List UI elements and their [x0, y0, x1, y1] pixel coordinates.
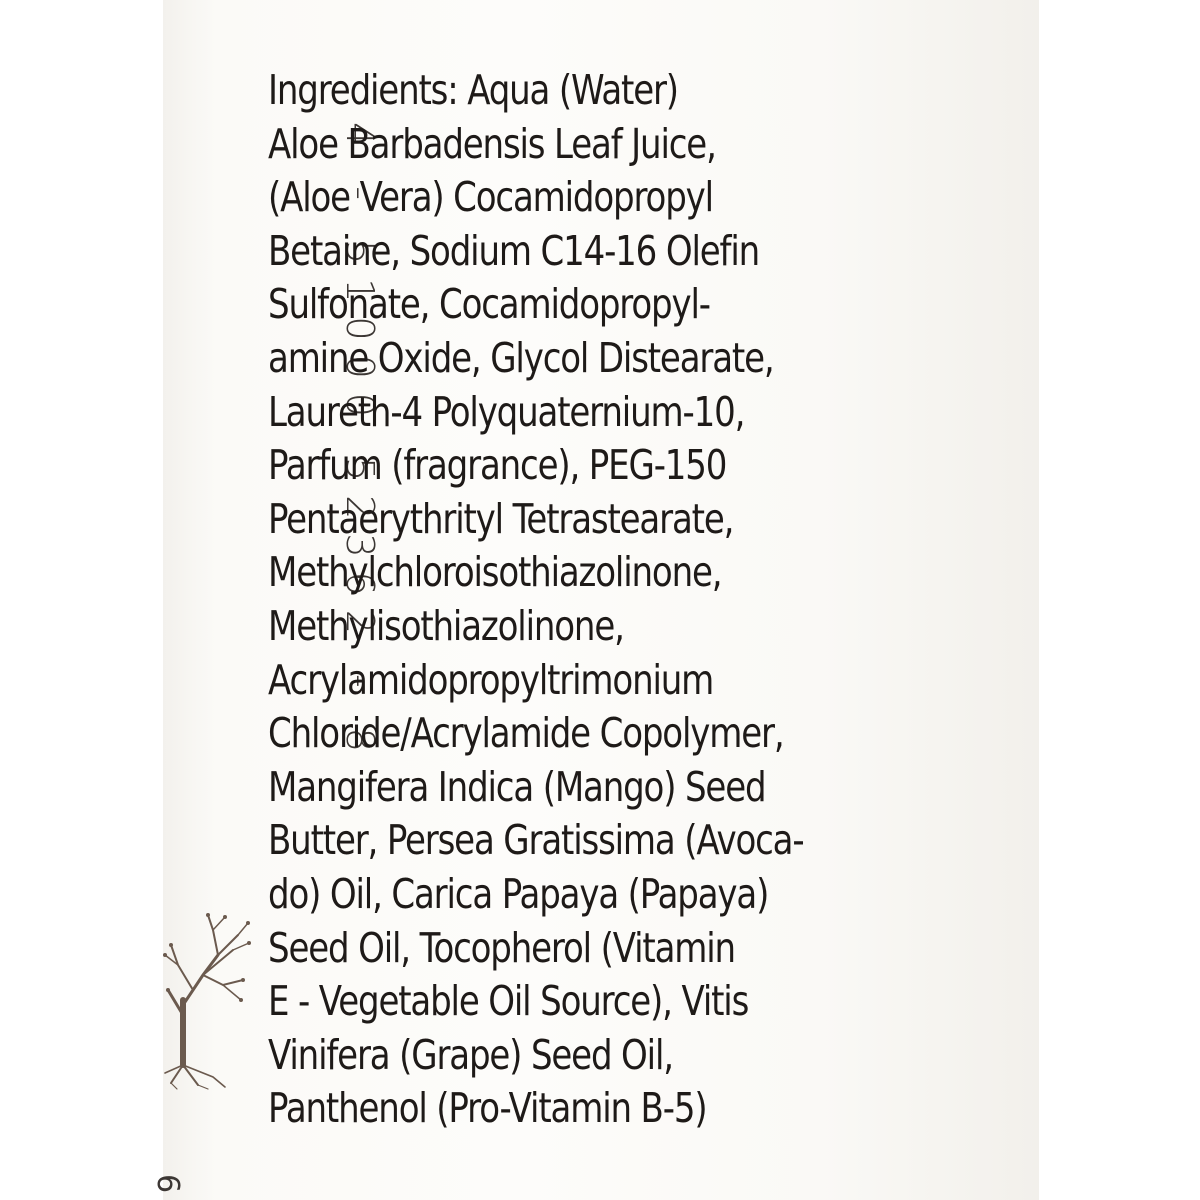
ingredients-line: Butter, Persea Gratissima (Avoca-: [268, 816, 804, 865]
ingredients-line: Methylisothiazolinone,: [268, 601, 624, 650]
ingredients-line: Betaine, Sodium C14-16 Olefin: [268, 226, 760, 275]
ingredients-line: Aloe Barbadensis Leaf Juice,: [268, 119, 716, 168]
ingredients-line: Methylchloroisothiazolinone,: [268, 548, 722, 597]
ingredients-line: amine Oxide, Glycol Distearate,: [268, 333, 774, 382]
ingredients-line: Parfum (fragrance), PEG-150: [268, 441, 727, 490]
ingredients-line: (Aloe Vera) Cocamidopropyl: [268, 173, 713, 222]
ingredients-line: Mangifera Indica (Mango) Seed: [268, 762, 766, 811]
ingredients-line: Acrylamidopropyltrimonium: [268, 655, 714, 704]
tree-icon: [163, 905, 253, 1090]
ingredients-line: Chloride/Acrylamide Copolymer,: [268, 709, 784, 758]
ingredients-line: Sulfonate, Cocamidopropyl-: [268, 280, 710, 329]
barcode-digits: 4 - 51000 52362 - 8: [338, 122, 382, 766]
ingredients-text: [268, 64, 804, 1136]
ingredients-line: Seed Oil, Tocopherol (Vitamin: [268, 923, 735, 972]
ingredients-line: do) Oil, Carica Papaya (Papaya): [268, 869, 769, 918]
ingredients-line: Panthenol (Pro-Vitamin B-5): [268, 1084, 707, 1133]
ingredients-line: Vinifera (Grape) Seed Oil,: [268, 1030, 673, 1079]
ingredients-line: Pentaerythrityl Tetrastearate,: [268, 494, 734, 543]
ingredients-line: E - Vegetable Oil Source), Vitis: [268, 977, 749, 1026]
barcode-extra-digit: 6: [150, 1174, 185, 1194]
ingredients-line: Laureth-4 Polyquaternium-10,: [268, 387, 745, 436]
ingredients-line: Ingredients: Aqua (Water): [268, 66, 678, 114]
